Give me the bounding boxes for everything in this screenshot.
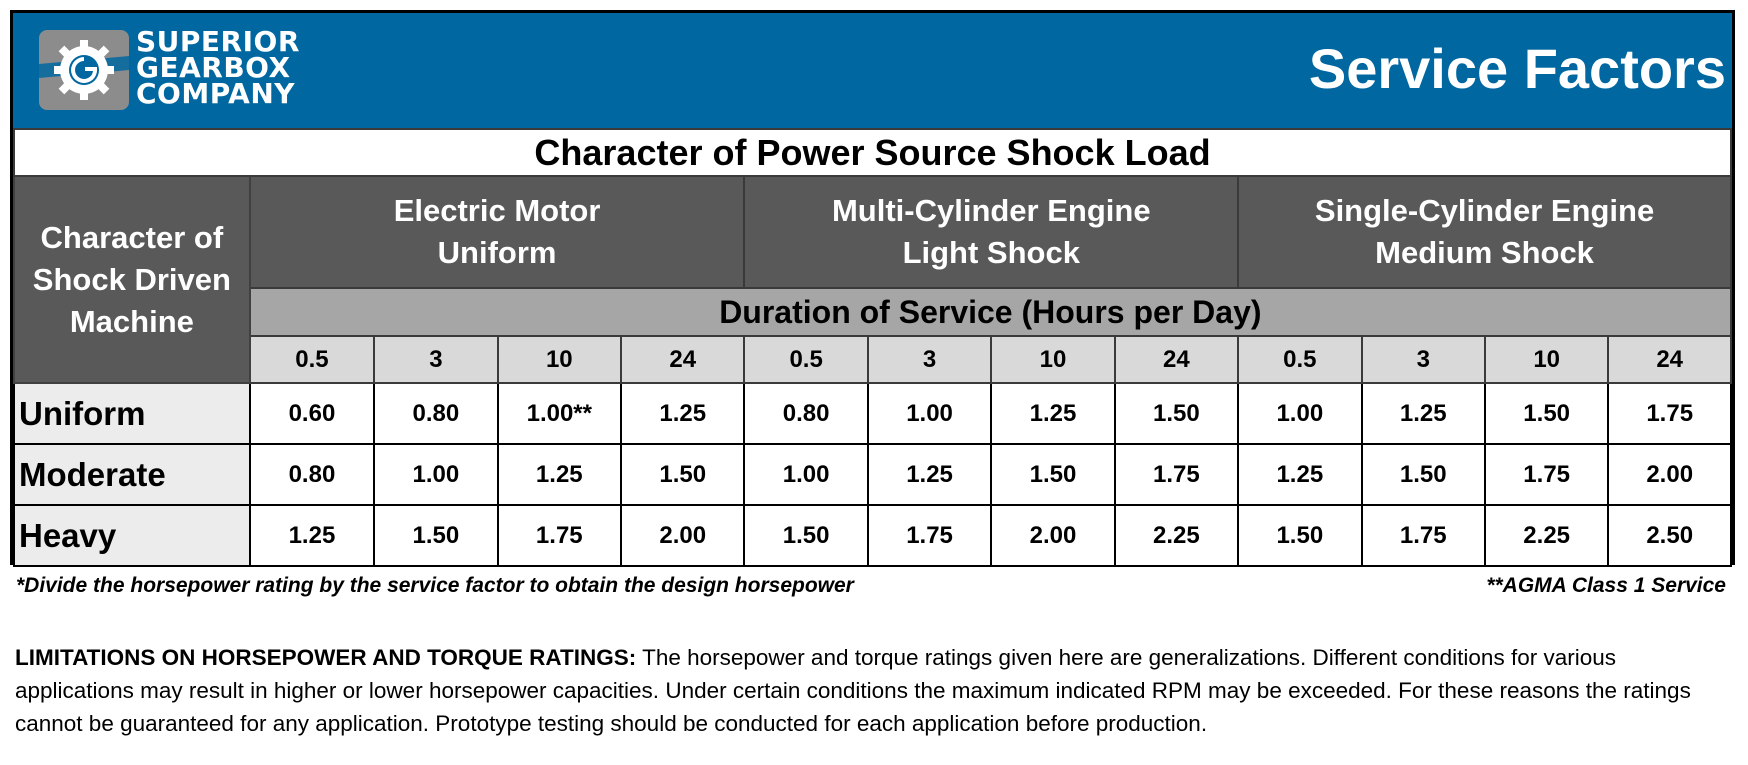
factor-cell: 1.25 xyxy=(1362,383,1485,444)
factor-cell: 1.75 xyxy=(1362,505,1485,566)
limitations-heading: LIMITATIONS ON HORSEPOWER AND TORQUE RATINGS: xyxy=(15,645,637,670)
factor-cell: 0.80 xyxy=(374,383,497,444)
table-row xyxy=(14,505,1731,566)
gear-icon xyxy=(39,30,129,110)
factor-cell: 1.25 xyxy=(868,444,991,505)
hours-header: 3 xyxy=(374,336,497,383)
power-source-shock: Light Shock xyxy=(902,235,1080,270)
factor-cell: 1.50 xyxy=(1362,444,1485,505)
table-title: Character of Power Source Shock Load xyxy=(14,129,1731,176)
power-source-electric-motor xyxy=(250,176,745,288)
factor-cell: 1.75 xyxy=(498,505,621,566)
factor-cell: 1.75 xyxy=(1608,383,1731,444)
duration-header: Duration of Service (Hours per Day) xyxy=(250,288,1731,336)
table-row xyxy=(14,444,1731,505)
factor-cell: 2.50 xyxy=(1608,505,1731,566)
row-label: Heavy xyxy=(14,505,250,566)
factor-cell: 1.25 xyxy=(498,444,621,505)
row-header-label xyxy=(14,176,250,383)
factor-cell: 1.50 xyxy=(1485,383,1608,444)
limitations-paragraph xyxy=(15,641,1735,740)
company-name xyxy=(136,25,300,110)
power-source-shock: Uniform xyxy=(437,235,557,270)
company-name-line: COMPANY xyxy=(136,77,296,110)
footnote-design-horsepower: *Divide the horsepower rating by the service factor to obtain the design horsepower xyxy=(16,574,854,597)
factor-cell: 1.75 xyxy=(1485,444,1608,505)
hours-header: 10 xyxy=(498,336,621,383)
company-name-line: GEARBOX xyxy=(136,51,291,84)
factor-cell: 1.25 xyxy=(1238,444,1361,505)
footnote-agma: **AGMA Class 1 Service xyxy=(1486,574,1726,597)
factor-cell: 1.00 xyxy=(374,444,497,505)
factor-cell: 1.50 xyxy=(991,444,1114,505)
limitations-body: The horsepower and torque ratings given here are generalizations. Different conditions for various applications may result in higher or lower horsepower capacities. Under certain conditions the maximum indicated RPM may be exceeded. For these reasons the ratings cannot be guaranteed for any application. Prototype testing should be conducted for each application before production. xyxy=(15,645,1691,736)
factor-cell: 0.80 xyxy=(250,444,374,505)
power-source-multi-cylinder xyxy=(744,176,1238,288)
hours-header: 10 xyxy=(1485,336,1608,383)
factor-cell: 0.60 xyxy=(250,383,374,444)
factor-cell: 2.25 xyxy=(1485,505,1608,566)
service-factor-table xyxy=(13,128,1732,567)
hours-header: 0.5 xyxy=(250,336,374,383)
factor-cell: 2.25 xyxy=(1115,505,1238,566)
hours-header: 3 xyxy=(1362,336,1485,383)
factor-cell: 2.00 xyxy=(1608,444,1731,505)
table-row xyxy=(14,383,1731,444)
factor-cell: 1.00** xyxy=(498,383,621,444)
header-banner xyxy=(13,13,1732,128)
company-logo xyxy=(39,25,339,110)
factor-cell: 1.50 xyxy=(744,505,867,566)
hours-header: 24 xyxy=(1608,336,1731,383)
factor-cell: 1.50 xyxy=(374,505,497,566)
hours-header: 24 xyxy=(1115,336,1238,383)
factor-cell: 1.00 xyxy=(744,444,867,505)
row-header-text: Character of Shock Driven Machine xyxy=(32,219,231,339)
power-source-shock: Medium Shock xyxy=(1375,235,1594,270)
power-source-single-cylinder xyxy=(1238,176,1731,288)
factor-cell: 1.25 xyxy=(991,383,1114,444)
factor-cell: 2.00 xyxy=(621,505,744,566)
hours-header: 3 xyxy=(868,336,991,383)
factor-cell: 0.80 xyxy=(744,383,867,444)
hours-header: 0.5 xyxy=(744,336,867,383)
power-source-name: Single-Cylinder Engine xyxy=(1314,193,1655,228)
factor-cell: 1.75 xyxy=(1115,444,1238,505)
factor-cell: 1.75 xyxy=(868,505,991,566)
factor-cell: 1.50 xyxy=(621,444,744,505)
hours-header: 0.5 xyxy=(1238,336,1361,383)
page-title: Service Factors xyxy=(1308,37,1726,100)
row-label: Moderate xyxy=(14,444,250,505)
factor-cell: 1.25 xyxy=(621,383,744,444)
factor-cell: 1.50 xyxy=(1238,505,1361,566)
row-label: Uniform xyxy=(14,383,250,444)
factor-cell: 1.00 xyxy=(1238,383,1361,444)
company-name-line: SUPERIOR xyxy=(136,25,300,58)
power-source-name: Electric Motor xyxy=(393,193,601,228)
power-source-name: Multi-Cylinder Engine xyxy=(831,193,1151,228)
factor-cell: 1.50 xyxy=(1115,383,1238,444)
factor-cell: 1.25 xyxy=(250,505,374,566)
hours-header: 24 xyxy=(621,336,744,383)
factor-cell: 2.00 xyxy=(991,505,1114,566)
service-factors-panel xyxy=(10,10,1735,565)
factor-cell: 1.00 xyxy=(868,383,991,444)
hours-header: 10 xyxy=(991,336,1114,383)
